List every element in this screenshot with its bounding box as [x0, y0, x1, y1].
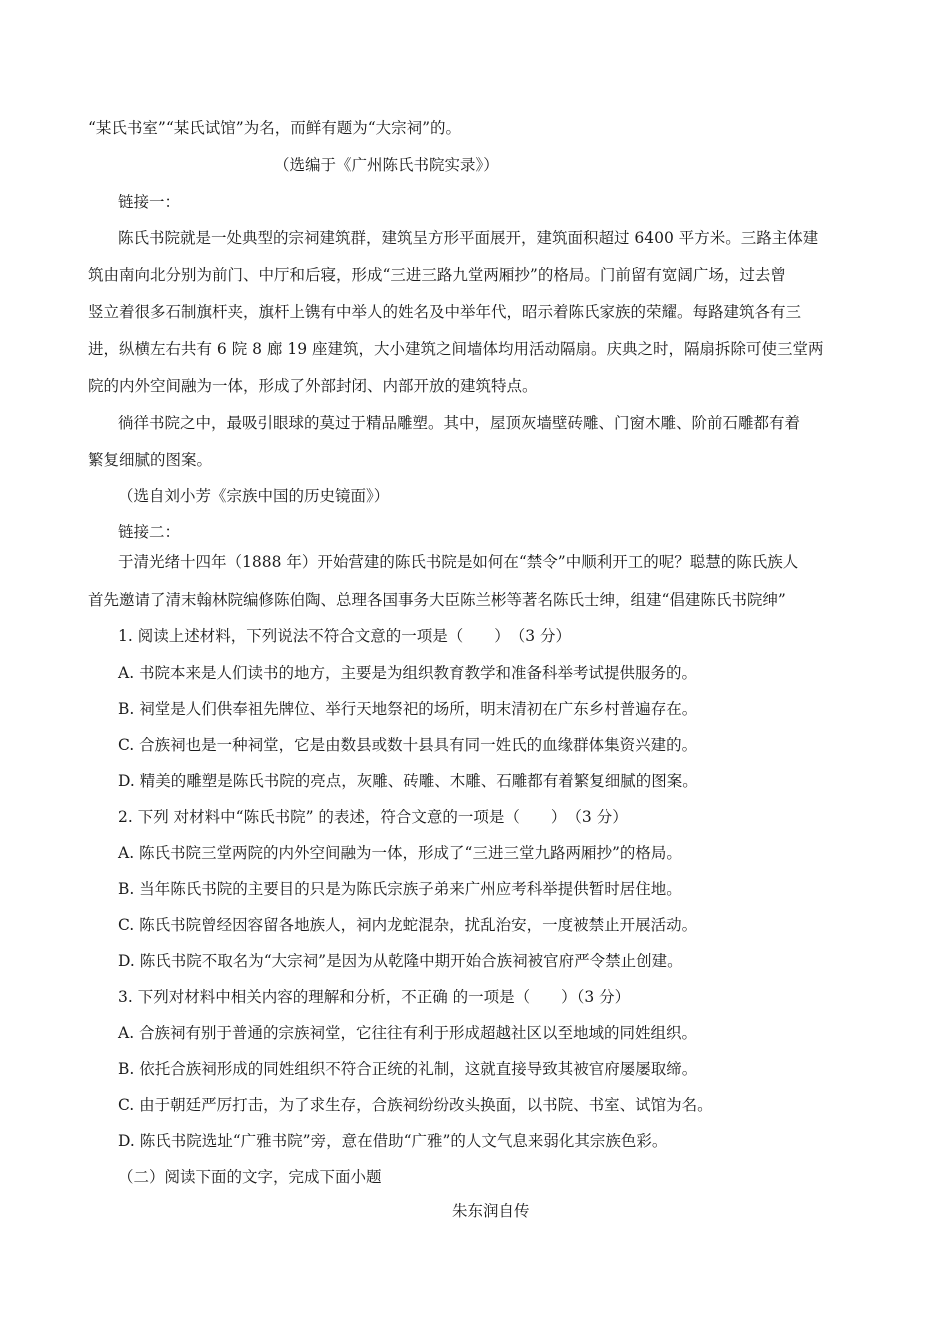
question-1-option-b: B. 祠堂是人们供奉祖先牌位、举行天地祭祀的场所，明末清初在广东乡村普遍存在。	[118, 700, 698, 718]
question-3-option-c: C. 由于朝廷严厉打击，为了求生存，合族祠纷纷改头换面，以书院、书室、试馆为名。	[118, 1096, 713, 1114]
source-citation: （选编于《广州陈氏书院实录》）	[274, 156, 499, 174]
question-1-stem: 1. 阅读上述材料，下列说法不符合文意的一项是（ ） （3 分）	[118, 627, 572, 645]
paragraph-line: 陈氏书院就是一处典型的宗祠建筑群，建筑呈方形平面展开，建筑面积超过 6400 平方米。三路主体建	[118, 229, 819, 247]
paragraph-line: 繁复细腻的图案。	[88, 451, 213, 469]
paragraph-line: 院的内外空间融为一体，形成了外部封闭、内部开放的建筑特点。	[88, 377, 538, 395]
link1-label: 链接一：	[118, 193, 181, 211]
question-1-option-a: A. 书院本来是人们读书的地方，主要是为组织教育教学和准备科举考试提供服务的。	[118, 664, 698, 682]
question-2-option-a: A. 陈氏书院三堂两院的内外空间融为一体，形成了“三进三堂九路两厢抄”的格局。	[118, 844, 682, 862]
paragraph-line: 进，纵横左右共有 6 院 8 廊 19 座建筑，大小建筑之间墙体均用活动隔扇。庆典之时，隔扇拆除可使三堂两	[88, 340, 824, 358]
source-citation: （选自刘小芳《宗族中国的历史镜面》）	[118, 487, 390, 505]
article-title: 朱东润自传	[452, 1202, 530, 1220]
paragraph-line: 竖立着很多石制旗杆夹，旗杆上镌有中举人的姓名及中举年代，昭示着陈氏家族的荣耀。每路建筑各有三	[88, 303, 802, 321]
question-3-option-d: D. 陈氏书院选址“广雅书院”旁，意在借助“广雅”的人文气息来弱化其宗族色彩。	[118, 1132, 668, 1150]
question-2-option-c: C. 陈氏书院曾经因容留各地族人，祠内龙蛇混杂，扰乱治安，一度被禁止开展活动。	[118, 916, 698, 934]
question-1-option-c: C. 合族祠也是一种祠堂，它是由数县或数十县具有同一姓氏的血缘群体集资兴建的。	[118, 736, 698, 754]
link2-label: 链接二：	[118, 523, 181, 541]
paragraph-line: 于清光绪十四年（1888 年）开始营建的陈氏书院是如何在“禁令”中顺利开工的呢？聪慧的陈氏族人	[118, 553, 799, 571]
question-3-option-a: A. 合族祠有别于普通的宗族祠堂，它往往有利于形成超越社区以至地域的同姓组织。	[118, 1024, 698, 1042]
paragraph-line: 首先邀请了清末翰林院编修陈伯陶、总理各国事务大臣陈兰彬等著名陈氏士绅，组建“倡建陈氏书院绅”	[88, 591, 786, 609]
paragraph-line: 筑由南向北分别为前门、中厅和后寝，形成“三进三路九堂两厢抄”的格局。门前留有宽阔广场，过去曾	[88, 266, 786, 284]
question-1-option-d: D. 精美的雕塑是陈氏书院的亮点，灰雕、砖雕、木雕、石雕都有着繁复细腻的图案。	[118, 772, 698, 790]
question-2-option-d: D. 陈氏书院不取名为“大宗祠”是因为从乾隆中期开始合族祠被官府严令禁止创建。	[118, 952, 683, 970]
section-heading: （二）阅读下面的文字，完成下面小题	[118, 1168, 382, 1186]
question-3-stem: 3. 下列对材料中相关内容的理解和分析，不正确 的一项是（ ）（3 分）	[118, 988, 631, 1006]
question-2-stem: 2. 下列 对材料中“陈氏书院” 的表述，符合文意的一项是（ ） （3 分）	[118, 808, 628, 826]
question-2-option-b: B. 当年陈氏书院的主要目的只是为陈氏宗族子弟来广州应考科举提供暂时居住地。	[118, 880, 682, 898]
paragraph-line: 徜徉书院之中，最吸引眼球的莫过于精品雕塑。其中，屋顶灰墙壁砖雕、门窗木雕、阶前石雕都有着	[118, 414, 801, 432]
passage-line: “某氏书室”“某氏试馆”为名，而鲜有题为“大宗祠”的。	[88, 119, 462, 137]
question-3-option-b: B. 依托合族祠形成的同姓组织不符合正统的礼制，这就直接导致其被官府屡屡取缔。	[118, 1060, 698, 1078]
